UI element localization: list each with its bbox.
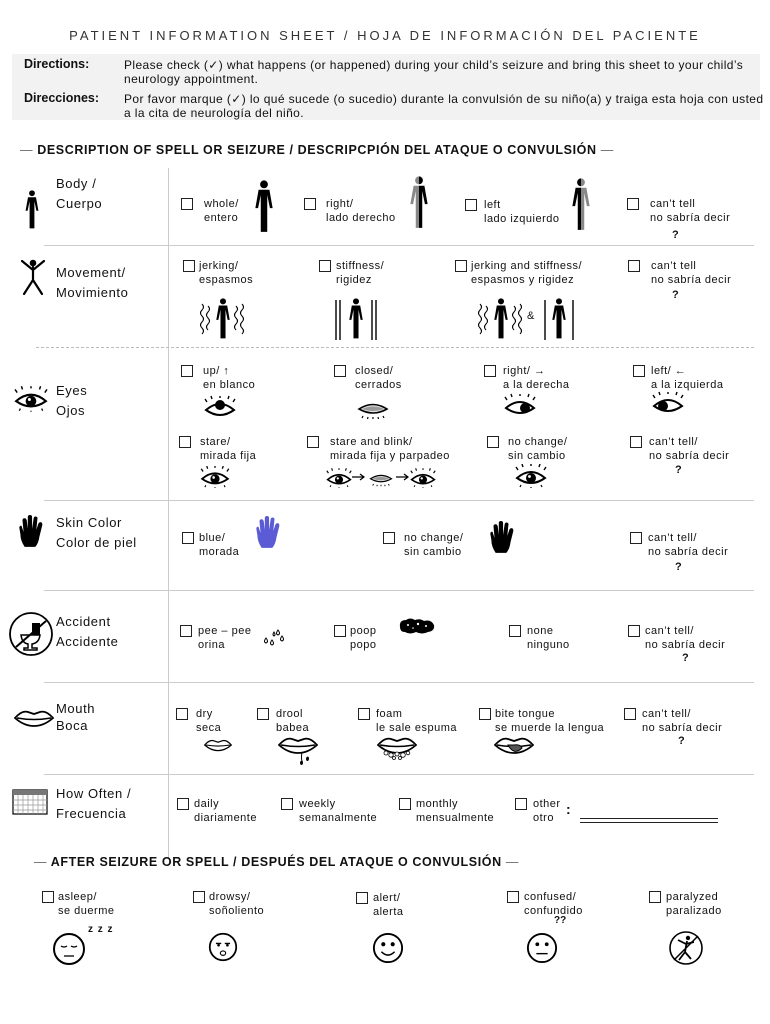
checkbox-after-paralyzed[interactable]	[649, 891, 661, 903]
alert-face-icon	[372, 932, 404, 964]
option-mouth-drool: drool babea	[276, 708, 310, 734]
checkbox-body-right[interactable]	[304, 198, 316, 210]
checkbox-eyes-closed[interactable]	[334, 365, 346, 377]
foam-lips-icon	[376, 736, 418, 760]
checkbox-accident-none[interactable]	[509, 625, 521, 637]
checkbox-mouth-drool[interactable]	[257, 708, 269, 720]
stare-blink-eye-icon	[326, 468, 352, 488]
left-side-figure-icon	[570, 178, 592, 232]
option-mouth-cant-tell: can’t tell/ no sabría decir	[642, 708, 723, 734]
eyes-no-change-icon	[514, 464, 548, 488]
checkbox-movement-jerking-stiffness[interactable]	[455, 260, 467, 272]
stare-blink-closed-eye-icon	[366, 469, 396, 487]
other-colon: :	[566, 801, 571, 817]
lips-icon	[14, 708, 54, 728]
question-mark: ?	[682, 652, 689, 664]
row-divider	[44, 500, 754, 501]
option-eyes-cant-tell: can’t tell/ no sabría decir	[649, 436, 730, 462]
option-movement-jerking-stiffness: jerking and stiffness/ espasmos y rigidez	[471, 260, 583, 286]
row-divider	[44, 590, 754, 591]
checkbox-accident-pee[interactable]	[180, 625, 192, 637]
row-movement-label: Movement/ Movimiento	[56, 265, 129, 300]
question-mark: ?	[678, 735, 685, 747]
checkbox-accident-poop[interactable]	[334, 625, 346, 637]
checkbox-accident-cant-tell[interactable]	[628, 625, 640, 637]
ampersand: &	[527, 310, 535, 322]
eyes-up-icon	[203, 396, 237, 420]
option-movement-stiffness: stiffness/ rigidez	[336, 260, 385, 286]
row-mouth-label: Mouth Boca	[56, 701, 96, 733]
stiffness-figure-icon-2	[544, 296, 574, 342]
row-skin-label: Skin Color Color de piel	[56, 515, 137, 550]
other-input-line[interactable]	[580, 818, 718, 823]
row-accident-label: Accident Accidente	[56, 614, 119, 649]
option-eyes-no-change: no change/ sin cambio	[508, 436, 568, 462]
checkbox-movement-stiffness[interactable]	[319, 260, 331, 272]
option-skin-cant-tell: can’t tell/ no sabría decir	[648, 532, 729, 558]
option-eyes-left: left/ ← a la izquierda	[651, 365, 724, 391]
no-toilet-icon	[8, 611, 54, 657]
option-movement-jerking: jerking/ espasmos	[199, 260, 254, 286]
section-after-heading: — AFTER SEIZURE OR SPELL / DESPUÉS DEL ATAQUE O CONVULSIÓN —	[34, 855, 519, 869]
checkbox-eyes-cant-tell[interactable]	[630, 436, 642, 448]
checkbox-skin-cant-tell[interactable]	[630, 532, 642, 544]
confused-face-icon	[526, 932, 558, 964]
option-after-asleep: asleep/ se duerme	[58, 891, 115, 917]
bite-tongue-lips-icon	[494, 736, 534, 756]
question-mark: ?	[672, 229, 679, 241]
checkbox-mouth-dry[interactable]	[176, 708, 188, 720]
droplets-icon	[262, 626, 286, 648]
row-divider	[44, 245, 754, 246]
row-frequency-label: How Often / Frecuencia	[56, 786, 132, 821]
row-eyes-label: Eyes Ojos	[56, 383, 88, 418]
whole-body-figure-icon	[253, 180, 275, 234]
checkbox-eyes-right[interactable]	[484, 365, 496, 377]
calendar-icon	[12, 789, 48, 815]
checkbox-body-whole[interactable]	[181, 198, 193, 210]
row-divider	[44, 682, 754, 683]
checkbox-eyes-stare-blink[interactable]	[307, 436, 319, 448]
arrow-right-icon	[396, 472, 410, 482]
dry-lips-icon	[204, 738, 232, 752]
checkbox-eyes-left[interactable]	[633, 365, 645, 377]
option-accident-cant-tell: can’t tell/ no sabría decir	[645, 625, 726, 651]
column-divider	[168, 168, 169, 858]
option-after-paralyzed: paralyzed paralizado	[666, 891, 722, 917]
option-body-right: right/ lado derecho	[326, 198, 396, 224]
drowsy-face-icon	[208, 932, 238, 962]
asleep-face-icon	[52, 932, 86, 966]
checkbox-after-drowsy[interactable]	[193, 891, 205, 903]
checkbox-after-alert[interactable]	[356, 892, 368, 904]
checkbox-skin-blue[interactable]	[182, 532, 194, 544]
zzz-text: z z z	[88, 924, 114, 935]
stare-blink-eye-icon-2	[410, 468, 436, 488]
option-frequency-other: other otro	[533, 798, 561, 824]
option-skin-no-change: no change/ sin cambio	[404, 532, 464, 558]
page-title: PATIENT INFORMATION SHEET / HOJA DE INFORMACIÓN DEL PACIENTE	[69, 28, 701, 43]
option-eyes-stare-blink: stare and blink/ mirada fija y parpadeo	[330, 436, 450, 462]
option-frequency-weekly: weekly semanalmente	[299, 798, 378, 824]
checkbox-body-left[interactable]	[465, 199, 477, 211]
question-mark: ?	[672, 289, 679, 301]
checkbox-skin-no-change[interactable]	[383, 532, 395, 544]
arrow-right-icon	[352, 472, 366, 482]
checkbox-mouth-cant-tell[interactable]	[624, 708, 636, 720]
option-mouth-foam: foam le sale espuma	[376, 708, 457, 734]
eyes-stare-icon	[200, 466, 230, 488]
hand-no-change-icon	[489, 521, 515, 555]
option-eyes-stare: stare/ mirada fija	[200, 436, 257, 462]
option-eyes-up: up/ ↑ en blanco	[203, 365, 256, 391]
jerking-figure-icon-2	[478, 296, 524, 342]
drool-lips-icon	[276, 736, 320, 766]
row-body-label: Body / Cuerpo	[56, 176, 103, 211]
paralyzed-figure-icon	[668, 930, 704, 966]
option-frequency-daily: daily diariamente	[194, 798, 257, 824]
option-frequency-monthly: monthly mensualmente	[416, 798, 495, 824]
poop-icon	[398, 617, 436, 635]
checkbox-mouth-bite-tongue[interactable]	[479, 708, 491, 720]
checkbox-frequency-monthly[interactable]	[399, 798, 411, 810]
question-marks-text: ??	[554, 915, 567, 926]
option-eyes-closed: closed/ cerrados	[355, 365, 402, 391]
eyes-right-icon	[503, 394, 537, 418]
directions-label: Directions:	[24, 57, 90, 71]
eyes-closed-icon	[355, 396, 391, 420]
option-mouth-bite-tongue: bite tongue se muerde la lengua	[495, 708, 605, 734]
stiffness-figure-icon	[334, 296, 378, 342]
question-mark: ?	[675, 561, 682, 573]
hand-icon	[18, 515, 44, 549]
question-mark: ?	[675, 464, 682, 476]
eye-icon	[14, 386, 48, 412]
checkbox-eyes-no-change[interactable]	[487, 436, 499, 448]
checkbox-eyes-stare[interactable]	[179, 436, 191, 448]
option-after-alert: alert/ alerta	[373, 892, 404, 918]
checkbox-movement-jerking[interactable]	[183, 260, 195, 272]
eyes-left-icon	[651, 392, 685, 416]
checkbox-frequency-daily[interactable]	[177, 798, 189, 810]
directions-text: Please check (✓) what happens (or happened) during your child’s seizure and bring this sheet to your child’s neurology appointment.	[124, 58, 744, 86]
direcciones-text: Por favor marque (✓) lo qué sucede (o sucedio) durante la convulsión de su niño(a) y traiga esta hoja con usted a la cita de neurología del niño.	[124, 92, 764, 120]
option-after-drowsy: drowsy/ soñoliento	[209, 891, 265, 917]
option-accident-none: none ninguno	[527, 625, 570, 651]
blue-hand-icon	[255, 516, 281, 550]
checkbox-eyes-up[interactable]	[181, 365, 193, 377]
option-body-whole: whole/ entero	[204, 198, 239, 224]
option-eyes-right: right/ → a la derecha	[503, 365, 570, 391]
jumping-figure-icon	[20, 258, 46, 296]
option-body-cant-tell: can’t tell no sabría decir	[650, 198, 731, 224]
option-after-confused: confused/ confundido	[524, 891, 583, 917]
checkbox-body-cant-tell[interactable]	[627, 198, 639, 210]
body-figure-icon	[24, 190, 40, 230]
checkbox-mouth-foam[interactable]	[358, 708, 370, 720]
checkbox-frequency-other[interactable]	[515, 798, 527, 810]
jerking-figure-icon	[200, 296, 246, 342]
section-description-heading: — DESCRIPTION OF SPELL OR SEIZURE / DESCRIPCPIÓN DEL ATAQUE O CONVULSIÓN —	[20, 143, 614, 157]
option-body-left: left lado izquierdo	[484, 199, 560, 225]
row-divider	[44, 774, 754, 775]
option-mouth-dry: dry seca	[196, 708, 222, 734]
checkbox-frequency-weekly[interactable]	[281, 798, 293, 810]
row-divider	[36, 347, 754, 348]
checkbox-after-asleep[interactable]	[42, 891, 54, 903]
option-movement-cant-tell: can’t tell no sabría decir	[651, 260, 732, 286]
option-accident-poop: poop popo	[350, 625, 377, 651]
right-side-figure-icon	[408, 176, 430, 230]
checkbox-movement-cant-tell[interactable]	[628, 260, 640, 272]
direcciones-label: Direcciones:	[24, 91, 100, 105]
checkbox-after-confused[interactable]	[507, 891, 519, 903]
option-skin-blue: blue/ morada	[199, 532, 240, 558]
option-accident-pee: pee – pee orina	[198, 625, 252, 651]
